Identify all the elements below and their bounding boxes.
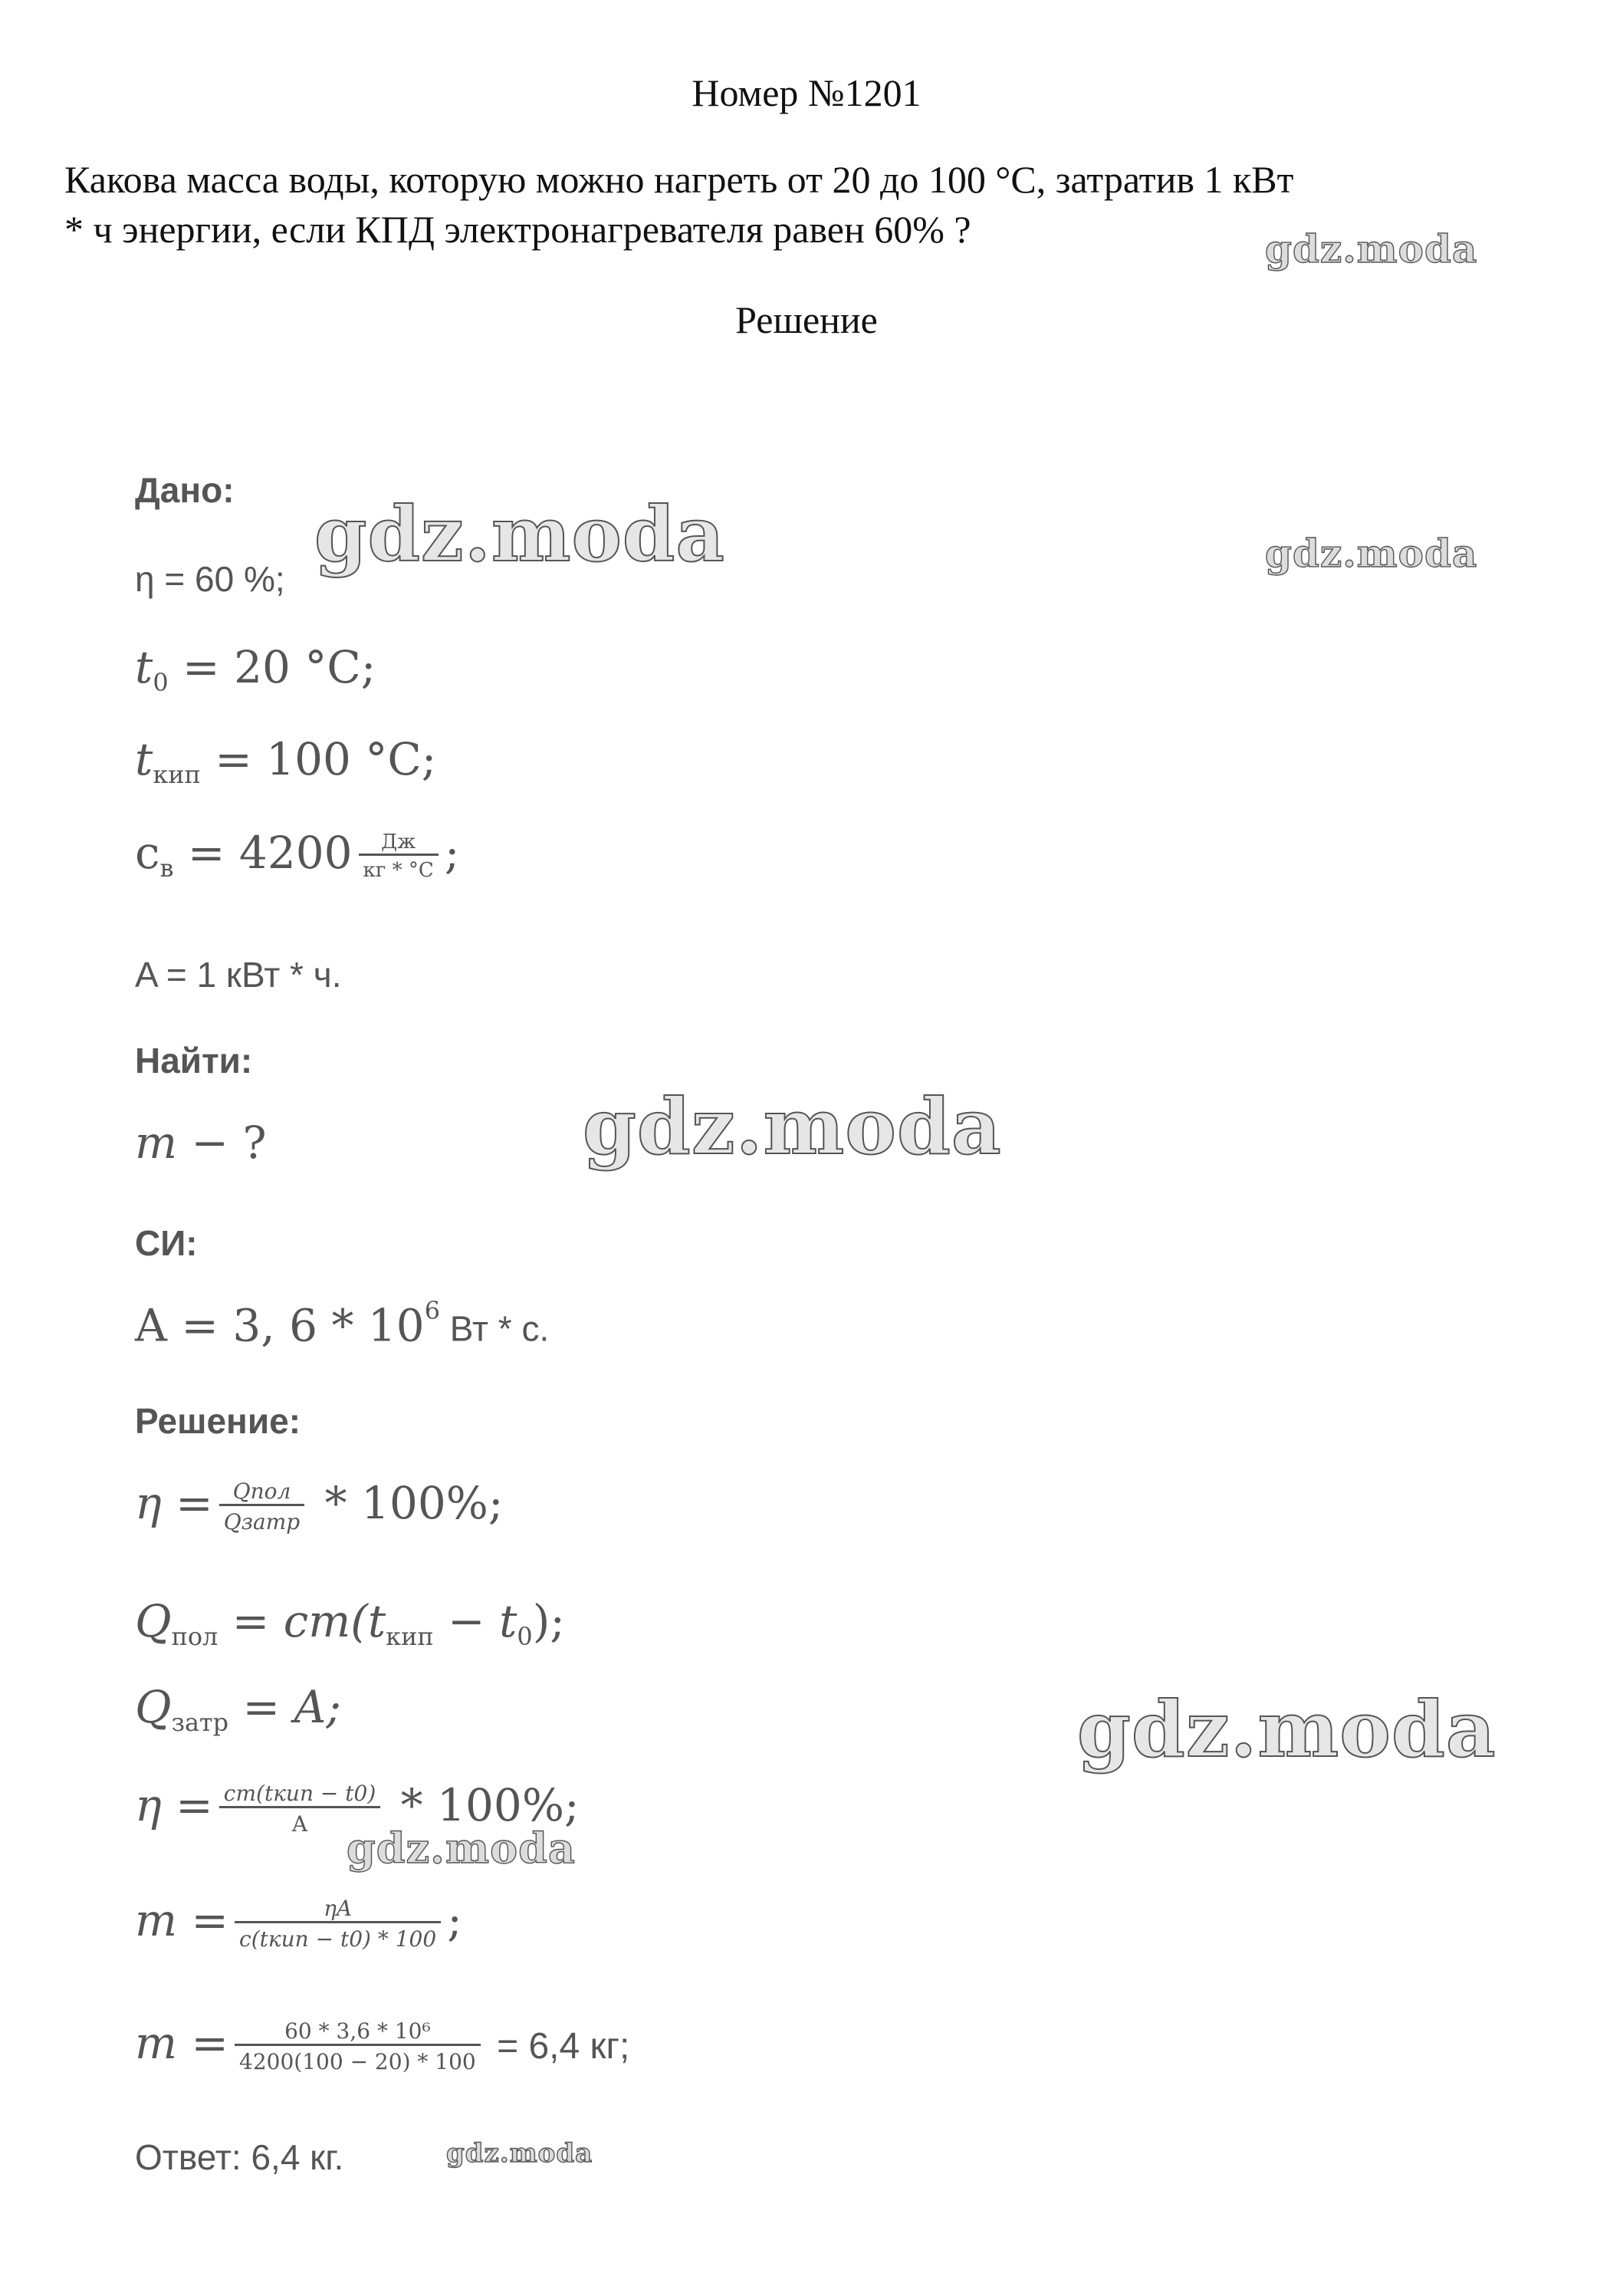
f2-Q: Q xyxy=(135,1595,172,1647)
si-A-prefix: A = 3, 6 * 10 xyxy=(135,1299,425,1352)
given-eta: η = 60 %; xyxy=(135,559,285,599)
given-A: A = 1 кВт * ч. xyxy=(135,955,342,995)
c-end: ; xyxy=(444,827,460,879)
f1-numerator: Qпол xyxy=(232,1479,291,1505)
f6-fraction xyxy=(235,2018,481,2074)
t0-subscript: 0 xyxy=(153,668,169,698)
f5-left: m = xyxy=(135,1894,229,1946)
f4-numerator: cm(tкип − t0) xyxy=(223,1781,376,1807)
given-label: Дано: xyxy=(135,470,235,510)
t0-symbol: t xyxy=(135,641,153,693)
formula-efficiency xyxy=(135,1477,503,1535)
watermark: gdz.moda xyxy=(1265,531,1478,576)
si-A-exponent: 6 xyxy=(424,1296,441,1325)
find-label: Найти: xyxy=(135,1041,253,1081)
tkip-value: = 100 °C; xyxy=(200,733,437,785)
t0-value: = 20 °C; xyxy=(168,641,376,693)
si-A xyxy=(135,1296,549,1352)
si-label: СИ: xyxy=(135,1223,198,1263)
given-c xyxy=(135,827,459,883)
f6-numerator: 60 * 3,6 * 10⁶ xyxy=(284,2018,431,2044)
f5-fraction xyxy=(235,1896,441,1952)
formula-qzatr xyxy=(135,1681,341,1737)
f3-Q: Q xyxy=(135,1681,172,1733)
watermark: gdz.moda xyxy=(347,1824,576,1873)
watermark: gdz.moda xyxy=(314,491,725,579)
f1-fraction xyxy=(219,1479,304,1535)
f2-sub3: 0 xyxy=(517,1622,533,1652)
f2-sub: пол xyxy=(171,1622,218,1652)
c-symbol: c xyxy=(135,827,160,879)
f5-denominator: c(tкип − t0) * 100 xyxy=(235,1921,441,1952)
f2-rest3: ); xyxy=(532,1595,565,1647)
c-subscript: в xyxy=(159,854,174,883)
f5-numerator: ηA xyxy=(324,1896,353,1922)
f6-left: m = xyxy=(135,2017,229,2069)
watermark: gdz.moda xyxy=(446,2138,593,2169)
tkip-symbol: t xyxy=(135,733,153,785)
f3-sub: затр xyxy=(171,1708,229,1738)
watermark: gdz.moda xyxy=(1077,1684,1496,1775)
c-unit-numerator: Дж xyxy=(381,831,416,854)
f3-rest: = A; xyxy=(228,1681,341,1733)
si-A-unit: Вт * с. xyxy=(440,1308,550,1349)
f1-denominator: Qзатр xyxy=(219,1504,304,1535)
find-m-symbol: m xyxy=(135,1117,177,1169)
f6-right: = 6,4 кг; xyxy=(486,2026,630,2067)
f1-left: η = xyxy=(135,1477,213,1529)
solution-heading: Решение xyxy=(735,298,878,341)
solution-label: Решение: xyxy=(135,1401,301,1441)
watermark: gdz.moda xyxy=(1265,226,1478,271)
given-tkip xyxy=(135,733,436,789)
f4-left: η = xyxy=(135,1779,213,1831)
page-title: Номер №1201 xyxy=(692,71,921,114)
formula-mass xyxy=(135,1894,462,1952)
c-unit-fraction xyxy=(359,831,439,882)
answer-line: Ответ: 6,4 кг. xyxy=(135,2137,344,2177)
f4-right: * 100%; xyxy=(386,1779,580,1831)
question-line-2: * ч энергии, если КПД электронагревателя равен 60% ? xyxy=(64,208,971,251)
watermark: gdz.moda xyxy=(583,1081,1002,1172)
formula-mass-numeric xyxy=(135,2017,629,2074)
c-unit-denominator: кг * °C xyxy=(359,854,439,882)
c-value: = 4200 xyxy=(173,827,353,879)
f2-rest1: = cm(t xyxy=(218,1595,386,1647)
question-line-1: Какова масса воды, которую можно нагреть от 20 до 100 °C, затратив 1 кВт xyxy=(64,158,1294,201)
formula-qpol xyxy=(135,1595,565,1651)
f4-denominator: A xyxy=(219,1806,380,1837)
tkip-subscript: кип xyxy=(153,760,201,790)
given-t0 xyxy=(135,641,376,697)
f1-right: * 100%; xyxy=(310,1477,504,1529)
find-m xyxy=(135,1117,267,1169)
f2-rest2: − t xyxy=(433,1595,517,1647)
f6-denominator: 4200(100 − 20) * 100 xyxy=(235,2044,481,2074)
f5-right: ; xyxy=(447,1894,462,1946)
f2-sub2: кип xyxy=(386,1622,434,1652)
find-m-rest: − ? xyxy=(177,1117,267,1169)
